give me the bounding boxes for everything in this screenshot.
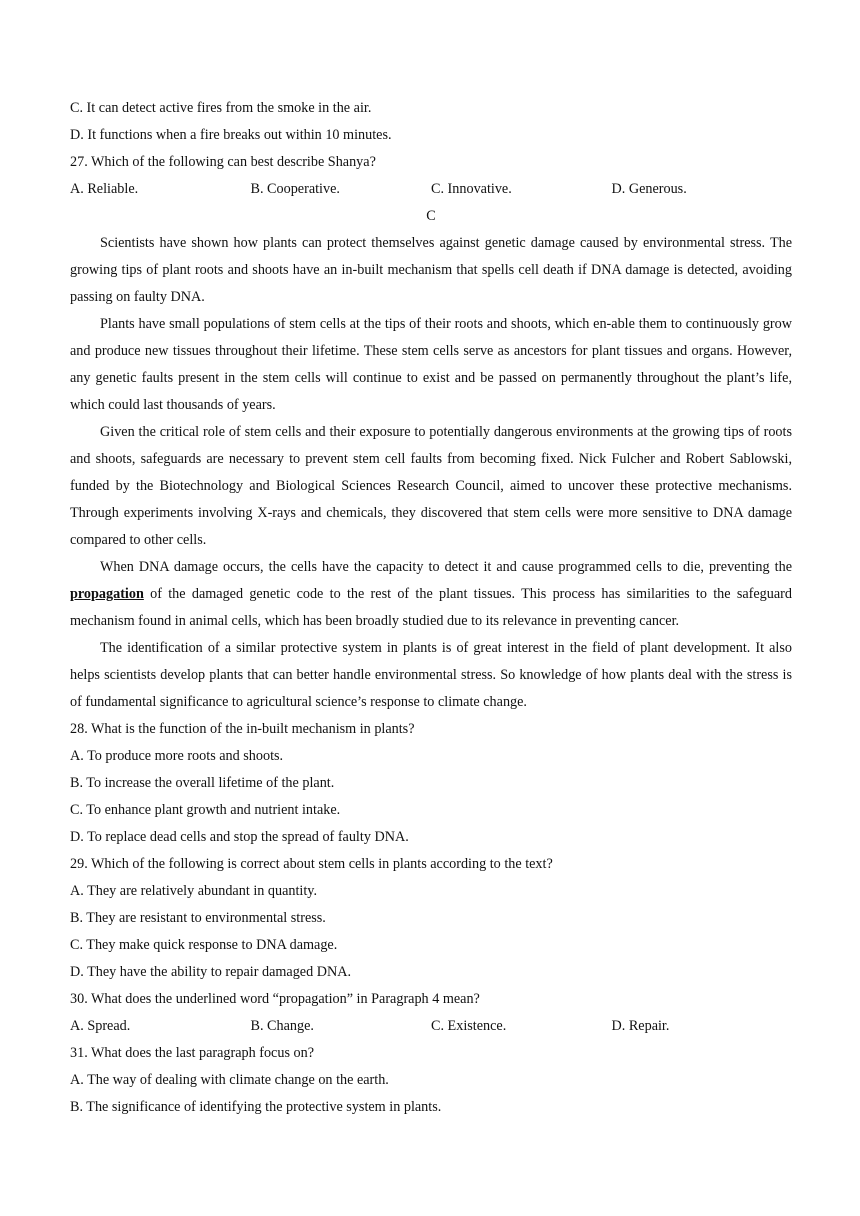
underlined-keyword: propagation (70, 586, 144, 602)
q28-option-d: D. To replace dead cells and stop the spread of faulty DNA. (70, 829, 409, 845)
q28-option-c: C. To enhance plant growth and nutrient intake. (70, 802, 341, 818)
q27-stem: 27. Which of the following can best describe Shanya? (70, 154, 376, 170)
q27-option-d: D. Generous. (611, 181, 687, 197)
paragraph-4-text-after: of the damaged genetic code to the rest of the plant tissues. This process has similarities to the safeguard mechanism found in animal cells, which has been broadly studied due to its relevance in preventing cancer. (70, 586, 792, 629)
q29-option-b: B. They are resistant to environmental stress. (70, 910, 326, 926)
q31-option-b: B. The significance of identifying the protective system in plants. (70, 1099, 442, 1115)
q30-stem: 30. What does the underlined word “propagation” in Paragraph 4 mean? (70, 991, 480, 1007)
q29-stem: 29. Which of the following is correct about stem cells in plants according to the text? (70, 856, 553, 872)
passage-paragraph-4 (70, 554, 792, 635)
q28-option-a: A. To produce more roots and shoots. (70, 748, 284, 764)
passage-paragraph-5: The identification of a similar protective system in plants is of great interest in the field of plant development. It also helps scientists develop plants that can better handle environmental stress. So knowledge of how plants deal with the stress is of fundamental significance to agricultural science’s response to climate change. (70, 640, 792, 710)
paragraph-4-text-before: When DNA damage occurs, the cells have the capacity to detect it and cause programmed cells to die, preventing the (100, 559, 792, 575)
q27-option-b: B. Cooperative. (250, 181, 340, 197)
q30-option-a: A. Spread. (70, 1018, 131, 1034)
exam-page (70, 95, 792, 1121)
q31-stem: 31. What does the last paragraph focus on? (70, 1045, 314, 1061)
passage-heading: C (426, 208, 436, 224)
q30-option-c: C. Existence. (431, 1018, 507, 1034)
q30-option-d: D. Repair. (611, 1018, 670, 1034)
q29-option-c: C. They make quick response to DNA damage. (70, 937, 338, 953)
q26-option-d: D. It functions when a fire breaks out within 10 minutes. (70, 127, 392, 143)
passage-paragraph-3: Given the critical role of stem cells and their exposure to potentially dangerous environments at the growing tips of roots and shoots, safeguards are necessary to prevent stem cell faults from becoming fixed. Nick Fulcher and Robert Sablowski, funded by the Biotechnology and Biological Sciences Research Council, aimed to uncover these protective mechanisms. Through experiments involving X-rays and chemicals, they discovered that stem cells were more sensitive to DNA damage compared to other cells. (70, 424, 792, 548)
q27-options (70, 176, 792, 203)
passage-paragraph-2: Plants have small populations of stem cells at the tips of their roots and shoots, which en-able them to continuously grow and produce new tissues throughout their lifetime. These stem cells serve as ancestors for plant tissues and organs. However, any genetic faults present in the stem cells will continue to exist and be passed on permanently throughout the plant’s life, which could last thousands of years. (70, 316, 792, 413)
q26-option-c: C. It can detect active fires from the smoke in the air. (70, 100, 372, 116)
q29-option-d: D. They have the ability to repair damaged DNA. (70, 964, 352, 980)
q31-option-a: A. The way of dealing with climate change on the earth. (70, 1072, 389, 1088)
passage-paragraph-1: Scientists have shown how plants can protect themselves against genetic damage caused by environmental stress. The growing tips of plant roots and shoots have an in-built mechanism that spells cell death if DNA damage is detected, avoiding passing on faulty DNA. (70, 235, 792, 305)
q29-option-a: A. They are relatively abundant in quantity. (70, 883, 318, 899)
q27-option-c: C. Innovative. (431, 181, 512, 197)
q28-option-b: B. To increase the overall lifetime of the plant. (70, 775, 335, 791)
q28-stem: 28. What is the function of the in-built mechanism in plants? (70, 721, 415, 737)
q27-option-a: A. Reliable. (70, 181, 139, 197)
q30-option-b: B. Change. (250, 1018, 314, 1034)
q30-options (70, 1013, 792, 1040)
